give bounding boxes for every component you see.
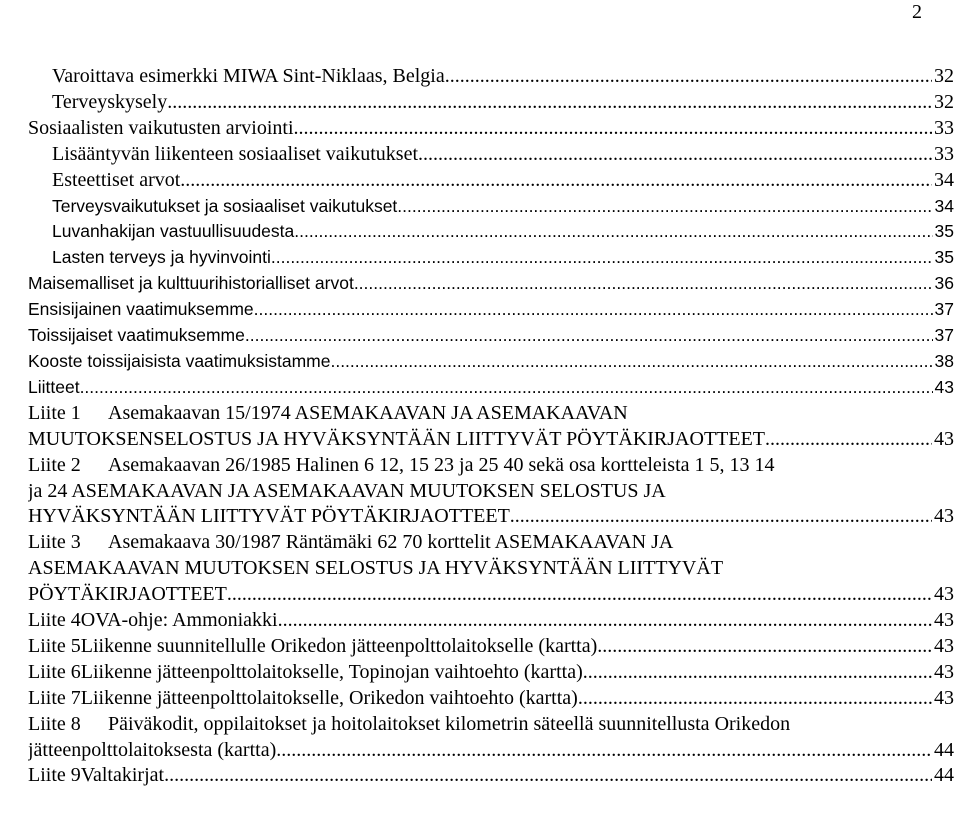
toc-entry-title: Terveysvaikutukset ja sosiaaliset vaikutukset [52,195,398,216]
liite-title-line: PÖYTÄKIRJAOTTEET [28,583,227,606]
dot-leader [765,427,932,453]
dot-leader [254,297,933,323]
toc-entry-title: Sosiaalisten vaikutusten arviointi [28,116,294,139]
liite-label: Liite 5 [28,634,81,657]
toc-entry-page: 32 [934,90,954,113]
dot-leader [510,504,932,530]
toc-entry[interactable] [28,375,954,401]
dot-leader [354,271,933,297]
dot-leader [278,608,932,634]
toc-entry-title: Terveyskysely [52,90,168,113]
toc-entry-page: 38 [934,350,954,371]
liite-title-line: Asemakaavan 26/1985 Halinen 6 12, 15 23 ja 25 40 sekä osa kortteleista 1 5, 13 14 [108,453,775,476]
toc-entry-title: Kooste toissijaisista vaatimuksistamme [28,350,331,371]
liite-title-line: Liikenne suunnitellulle Orikedon jätteenpolttolaitokselle (kartta) [80,634,598,657]
toc-entry[interactable] [28,245,954,271]
toc-entry-page: 44 [934,764,954,787]
toc-entry[interactable] [28,142,954,168]
dot-leader [245,323,933,349]
toc-entry-title: Esteettiset arvot [52,168,181,191]
toc-entry-title: Luvanhakijan vastuullisuudesta [52,221,295,242]
liite-title-line: jätteenpolttolaitoksesta (kartta) [28,738,277,761]
liite-label: Liite 6 [28,660,81,683]
liite-label: Liite 2 [28,453,81,476]
liite-title-line: Liikenne jätteenpolttolaitokselle, Orikedon vaihtoehto (kartta) [80,686,578,709]
toc-entry-title: Varoittava esimerkki MIWA Sint-Niklaas, Belgia [52,65,445,87]
dot-leader [445,64,932,90]
toc-entry-page: 43 [934,634,954,657]
dot-leader [294,219,932,245]
toc-entry[interactable] [28,219,954,245]
toc-entry-page: 43 [934,376,954,397]
toc-entry-page: 33 [934,142,954,165]
liite-label: Liite 1 [28,401,81,424]
dot-leader [397,194,932,220]
toc-entry[interactable] [28,349,954,375]
toc-entry-page: 35 [934,221,954,242]
liite-label: Liite 7 [28,686,81,709]
liite-title-line: Liikenne jätteenpolttolaitokselle, Topinojan vaihtoehto (kartta) [80,660,583,683]
page-number: 2 [912,1,922,23]
toc-entry[interactable] [28,90,954,116]
toc-entry-title: Maisemalliset ja kulttuurihistorialliset arvot [28,273,354,294]
toc-entry-title: Lisääntyvän liikenteen sosiaaliset vaikutukset [52,142,419,165]
toc-entry[interactable] [28,194,954,220]
toc-entry-page: 33 [934,116,954,139]
liite-label: Liite 4 [28,609,81,632]
toc-entry-liite[interactable] [28,608,954,634]
dot-leader [330,349,932,375]
toc-entry-page: 43 [934,427,954,450]
dot-leader [167,90,932,116]
toc-entry[interactable] [28,297,954,323]
liite-title-line: Asemakaavan 15/1974 ASEMAKAAVAN JA ASEMAKAAVAN [108,401,628,424]
liite-label: Liite 9 [28,764,81,787]
toc-entry-liite[interactable] [28,453,954,531]
liite-title-line: Päiväkodit, oppilaitokset ja hoitolaitokset kilometrin säteellä suunnitellusta Orikedon [108,712,791,735]
liite-title-line: OVA-ohje: Ammoniakki [80,609,278,632]
toc-entry-page: 44 [934,738,954,761]
toc-entry-page: 32 [934,65,954,87]
dot-leader [597,634,932,660]
toc-entry-page: 43 [934,660,954,683]
liite-label: Liite 8 [28,712,81,735]
toc-entry-title: Liitteet [28,376,80,397]
toc-entry[interactable] [28,271,954,297]
dot-leader [583,660,932,686]
toc-entry[interactable] [28,323,954,349]
toc-entry[interactable] [28,168,954,194]
toc-entry-page: 34 [934,195,954,216]
liite-title-line: Asemakaava 30/1987 Räntämäki 62 70 korttelit ASEMAKAAVAN JA [108,531,674,554]
liite-title-line: HYVÄKSYNTÄÄN LIITTYVÄT PÖYTÄKIRJAOTTEET [28,505,510,528]
dot-leader [227,582,932,608]
dot-leader [294,116,932,142]
toc-entry-page: 43 [934,686,954,709]
toc-entry-page: 37 [934,325,954,346]
toc-entry-page: 35 [934,247,954,268]
dot-leader [578,686,932,712]
toc-entry-page: 34 [934,168,954,191]
dot-leader [271,245,933,271]
toc-entry-title: Ensisijainen vaatimuksemme [28,299,254,320]
dot-leader [276,738,932,764]
dot-leader [180,168,932,194]
toc-entry-liite[interactable] [28,712,954,764]
table-of-contents [28,64,954,789]
toc-entry-page: 43 [934,583,954,606]
liite-title-line: Valtakirjat [80,764,165,787]
toc-entry-liite[interactable] [28,530,954,608]
dot-leader [418,142,932,168]
toc-entry-liite[interactable] [28,634,954,660]
liite-title-line: MUUTOKSENSELOSTUS JA HYVÄKSYNTÄÄN LIITTYVÄT PÖYTÄKIRJAOTTEET [28,427,766,450]
toc-entry-liite[interactable] [28,686,954,712]
toc-entry[interactable] [28,116,954,142]
toc-entry-page: 43 [934,505,954,528]
toc-entry-page: 43 [934,609,954,632]
dot-leader [80,375,933,401]
toc-entry-liite[interactable] [28,401,954,453]
toc-entry-title: Toissijaiset vaatimuksemme [28,325,245,346]
toc-entry[interactable] [28,64,954,90]
liite-title-line: ASEMAKAAVAN MUUTOKSEN SELOSTUS JA HYVÄKSYNTÄÄN LIITTYVÄT [28,557,724,580]
toc-entry-page: 36 [934,273,954,294]
toc-entry-liite[interactable] [28,763,954,789]
dot-leader [164,763,932,789]
toc-entry-liite[interactable] [28,660,954,686]
liite-title-line: ja 24 ASEMAKAAVAN JA ASEMAKAAVAN MUUTOKSEN SELOSTUS JA [28,479,666,502]
liite-label: Liite 3 [28,531,81,554]
toc-entry-title: Lasten terveys ja hyvinvointi [52,247,271,268]
toc-entry-page: 37 [934,299,954,320]
